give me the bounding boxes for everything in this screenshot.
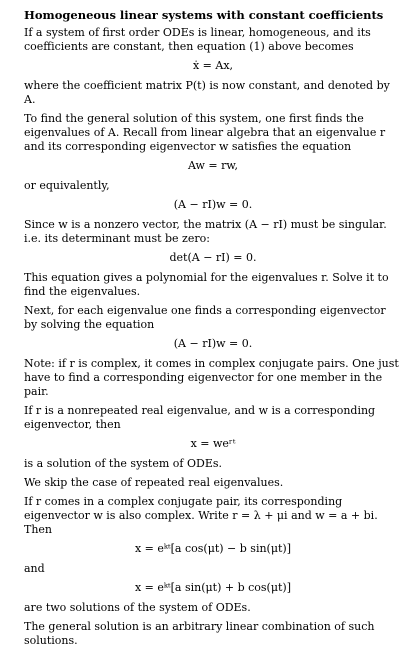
equation-complex-solution-1: x = eᵏᵗ[a cos(μt) − b sin(μt)] <box>134 542 291 555</box>
equation-eigen: Aw = rw, <box>188 159 238 172</box>
paragraph-coefficient-matrix: where the coefficient matrix P(t) is now constant, and denoted by A. <box>24 79 390 106</box>
paragraph-real-eigenvalue: If r is a nonrepeated real eigenvalue, and w is a corresponding eigenvector, then <box>24 404 376 431</box>
paragraph-complex-pair: If r comes in a complex conjugate pair, its corresponding eigenvector w is also complex. Write r = λ + μi and w = a + bi. Then <box>24 495 378 536</box>
paragraph-eigenvector: Next, for each eigenvalue one finds a corresponding eigenvector by solving the equation <box>24 304 386 331</box>
equation-eigen-homogeneous: (A − rI)w = 0. <box>173 198 253 211</box>
paragraph-two-solutions: are two solutions of the system of ODEs. <box>24 601 251 614</box>
paragraph-is-solution: is a solution of the system of ODEs. <box>24 457 222 470</box>
paragraph-singular: Since w is a nonzero vector, the matrix (A − rI) must be singular. i.e. its determinant must be zero: <box>24 218 387 245</box>
paragraph-eigenvalues: To find the general solution of this system, one first finds the eigenvalues of A. Recall from linear algebra that an eigenvalue r and its corresponding eigenvector w satisfies the equation <box>24 112 386 153</box>
paragraph-and: and <box>24 562 45 575</box>
paragraph-equivalently: or equivalently, <box>24 179 110 192</box>
paragraph-intro: If a system of first order ODEs is linear, homogeneous, and its coefficients are constant, then equation (1) above becomes <box>24 26 371 53</box>
section-title: Homogeneous linear systems with constant coefficients <box>24 8 384 22</box>
equation-eigenvector: (A − rI)w = 0. <box>173 337 253 350</box>
equation-solution: x = weʳᵗ <box>190 437 236 450</box>
equation-determinant: det(A − rI) = 0. <box>169 251 257 264</box>
paragraph-general-solution: The general solution is an arbitrary linear combination of such solutions. <box>24 620 375 647</box>
equation-system: ẋ = Ax, <box>192 59 234 72</box>
paragraph-complex-note: Note: if r is complex, it comes in complex conjugate pairs. One just have to find a corresponding eigenvector for one member in the pair. <box>24 357 399 398</box>
equation-complex-solution-2: x = eᵏᵗ[a sin(μt) + b cos(μt)] <box>134 581 291 594</box>
paragraph-skip-repeated: We skip the case of repeated real eigenvalues. <box>24 476 284 489</box>
paragraph-polynomial: This equation gives a polynomial for the eigenvalues r. Solve it to find the eigenvalues. <box>24 271 389 298</box>
